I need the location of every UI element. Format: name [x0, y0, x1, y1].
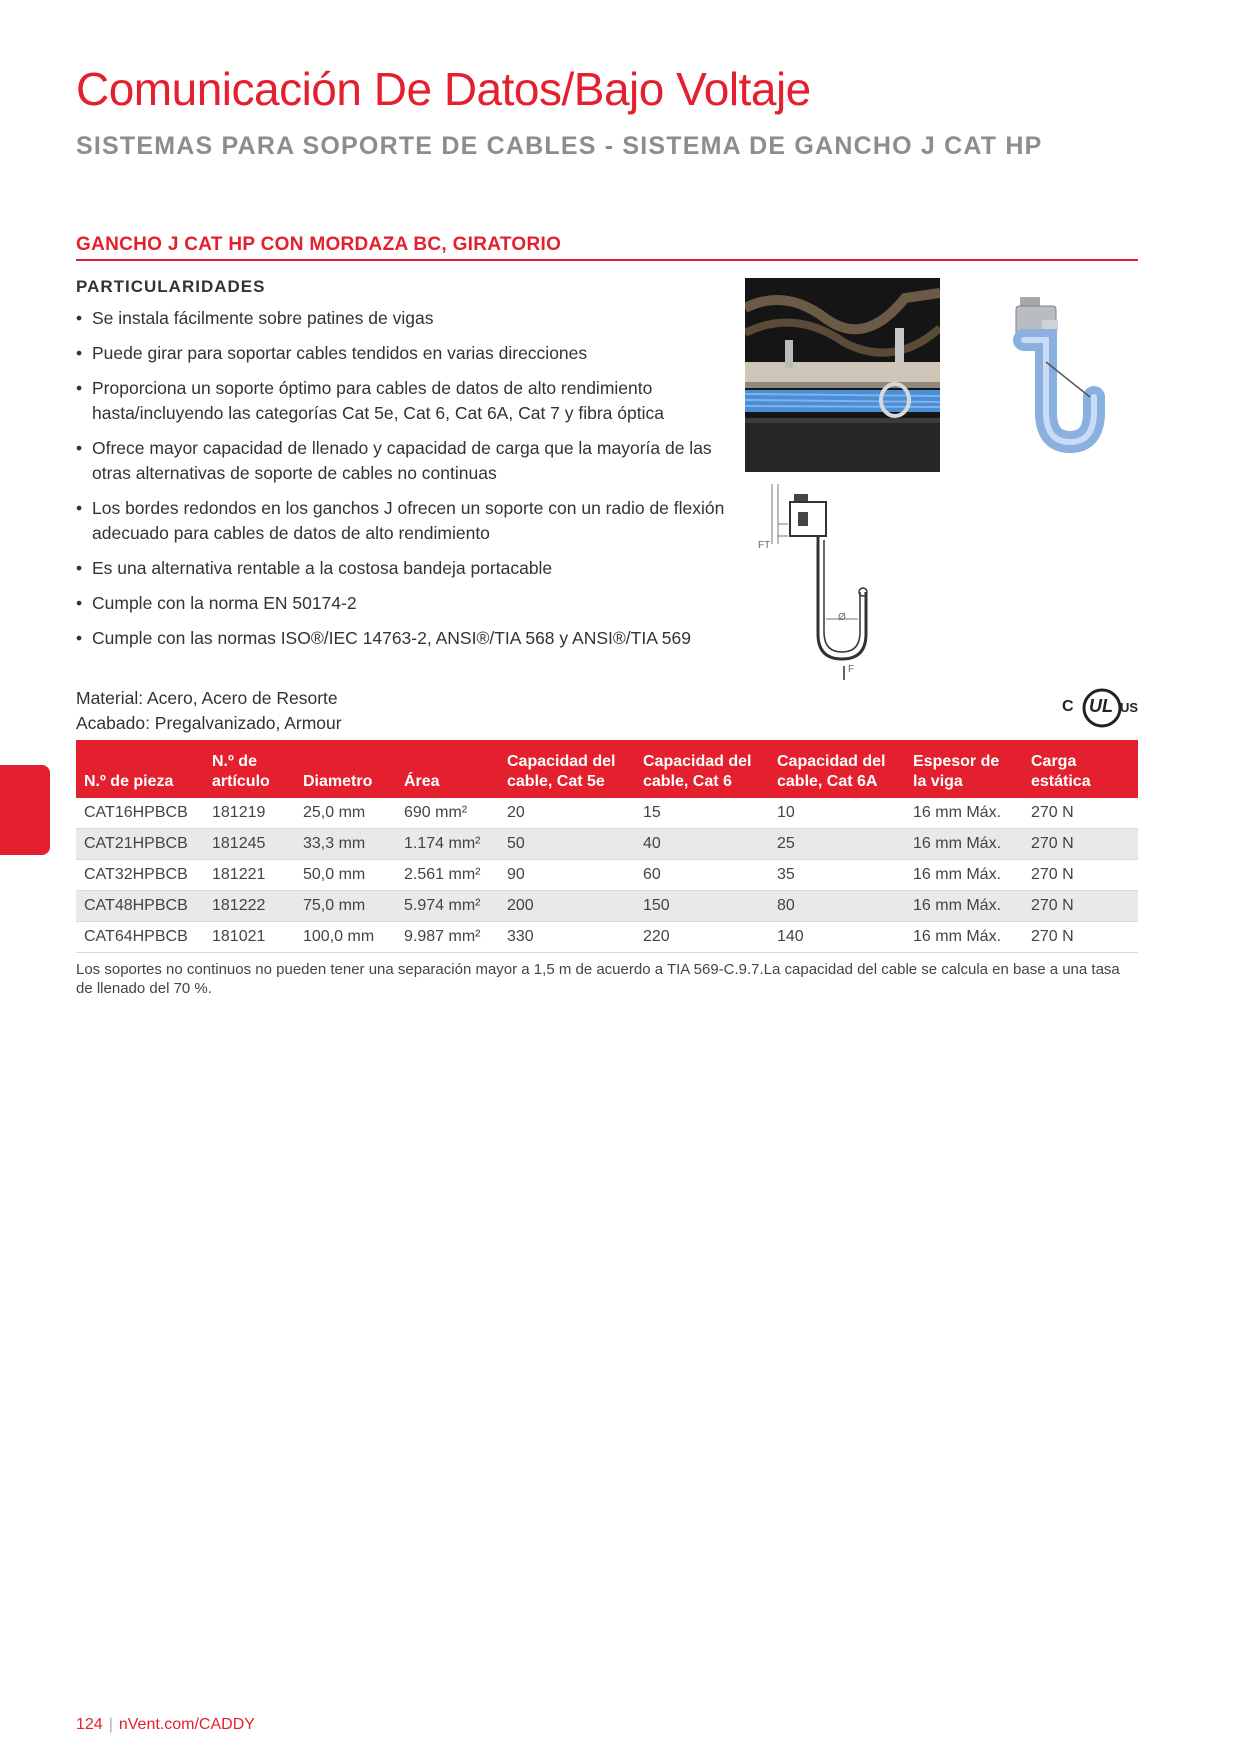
- footer-separator: |: [108, 1716, 113, 1733]
- table-cell: 16 mm Máx.: [905, 798, 1023, 829]
- table-row: [76, 798, 1138, 829]
- table-cell: 270 N: [1023, 922, 1138, 953]
- column-header: Carga estática: [1023, 740, 1138, 798]
- drawing-label-ft: FT: [758, 540, 771, 551]
- drawing-label-diameter: Ø: [838, 612, 846, 623]
- bullet-icon: •: [76, 438, 83, 458]
- table-cell: 181219: [204, 798, 295, 829]
- table-cell: 330: [499, 922, 635, 953]
- bullet-icon: •: [76, 628, 83, 648]
- bullet-icon: •: [76, 308, 83, 328]
- bullet-icon: •: [76, 378, 83, 398]
- table-cell: 200: [499, 891, 635, 922]
- table-cell: 15: [635, 798, 769, 829]
- page-title: Comunicación De Datos/Bajo Voltaje: [76, 63, 811, 115]
- specifications-table: [76, 740, 1138, 953]
- table-cell: 80: [769, 891, 905, 922]
- table-cell: 270 N: [1023, 798, 1138, 829]
- table-cell: 16 mm Máx.: [905, 860, 1023, 891]
- feature-item: • Ofrece mayor capacidad de llenado y capacidad de carga que la mayoría de las otras alternativas de soporte de cables no continuas: [76, 438, 712, 483]
- j-hook-product-illustration: [990, 292, 1110, 462]
- bullet-icon: •: [76, 558, 83, 578]
- footer-website-link[interactable]: nVent.com/CADDY: [118, 1716, 255, 1733]
- table-cell: 270 N: [1023, 891, 1138, 922]
- table-cell: 150: [635, 891, 769, 922]
- table-cell: 16 mm Máx.: [905, 922, 1023, 953]
- ul-mark-us: US: [1120, 700, 1139, 715]
- feature-item: • Proporciona un soporte óptimo para cables de datos de alto rendimiento hasta/incluyendo las categorías Cat 5e, Cat 6, Cat 6A, Cat 7 y fibra óptica: [76, 378, 664, 423]
- table-cell: 1.174 mm²: [396, 829, 499, 860]
- table-row: [76, 829, 1138, 860]
- table-cell: 140: [769, 922, 905, 953]
- table-cell: 25: [769, 829, 905, 860]
- table-cell: 100,0 mm: [295, 922, 396, 953]
- technical-drawing: [758, 484, 902, 680]
- table-cell: 33,3 mm: [295, 829, 396, 860]
- installation-photo: [745, 278, 940, 472]
- table-cell: 50: [499, 829, 635, 860]
- table-cell: 181021: [204, 922, 295, 953]
- finish-line: Acabado: Pregalvanizado, Armour: [76, 713, 342, 733]
- installation-photo-image: [745, 278, 940, 472]
- j-hook-product-image: [990, 292, 1110, 462]
- column-header: N.º de artículo: [204, 740, 295, 798]
- table-header-row: [76, 740, 1138, 798]
- table-cell: 16 mm Máx.: [905, 829, 1023, 860]
- table-cell: CAT48HPBCB: [76, 891, 204, 922]
- bullet-icon: •: [76, 498, 83, 518]
- table-cell: 25,0 mm: [295, 798, 396, 829]
- feature-item: • Se instala fácilmente sobre patines de vigas: [76, 306, 726, 331]
- feature-item: • Cumple con las normas ISO®/IEC 14763-2, ANSI®/TIA 568 y ANSI®/TIA 569: [76, 626, 726, 651]
- bullet-icon: •: [76, 343, 83, 363]
- table-cell: CAT21HPBCB: [76, 829, 204, 860]
- table-cell: 270 N: [1023, 860, 1138, 891]
- table-cell: CAT64HPBCB: [76, 922, 204, 953]
- material-info: [76, 686, 342, 736]
- table-cell: 9.987 mm²: [396, 922, 499, 953]
- table-row: [76, 860, 1138, 891]
- table-cell: CAT16HPBCB: [76, 798, 204, 829]
- column-header: Área: [396, 740, 499, 798]
- column-header: Diametro: [295, 740, 396, 798]
- table-cell: 16 mm Máx.: [905, 891, 1023, 922]
- material-line: Material: Acero, Acero de Resorte: [76, 688, 338, 708]
- table-cell: 690 mm²: [396, 798, 499, 829]
- column-header: Espesor de la viga: [905, 740, 1023, 798]
- table-cell: 5.974 mm²: [396, 891, 499, 922]
- table-cell: 181222: [204, 891, 295, 922]
- features-heading: PARTICULARIDADES: [76, 277, 266, 296]
- table-cell: 60: [635, 860, 769, 891]
- table-cell: 20: [499, 798, 635, 829]
- ul-certification-icon: [1062, 686, 1142, 730]
- table-cell: 75,0 mm: [295, 891, 396, 922]
- drawing-label-f: F: [848, 664, 855, 675]
- ul-mark-ul: UL: [1089, 696, 1113, 716]
- table-cell: 181221: [204, 860, 295, 891]
- table-cell: 2.561 mm²: [396, 860, 499, 891]
- column-header: Capacidad del cable, Cat 6: [635, 740, 769, 798]
- table-row: [76, 922, 1138, 953]
- table-cell: 35: [769, 860, 905, 891]
- table-cell: 40: [635, 829, 769, 860]
- page-subtitle: SISTEMAS PARA SOPORTE DE CABLES - SISTEMA DE GANCHO J CAT HP: [76, 132, 1043, 160]
- table-cell: 270 N: [1023, 829, 1138, 860]
- table-cell: 50,0 mm: [295, 860, 396, 891]
- table-footnote: Los soportes no continuos no pueden tener una separación mayor a 1,5 m de acuerdo a TIA 569-C.9.7.La capacidad del cable se calcula en base a una tasa de llenado del 70 %.: [76, 961, 1120, 997]
- technical-drawing-svg: [762, 484, 902, 680]
- page-number: 124: [76, 1716, 103, 1733]
- table-row: [76, 891, 1138, 922]
- bullet-icon: •: [76, 593, 83, 613]
- column-header: Capacidad del cable, Cat 6A: [769, 740, 905, 798]
- table-cell: CAT32HPBCB: [76, 860, 204, 891]
- section-title: GANCHO J CAT HP CON MORDAZA BC, GIRATORIO: [76, 234, 562, 255]
- table-cell: 10: [769, 798, 905, 829]
- page-footer: [76, 1716, 255, 1734]
- feature-item: • Cumple con la norma EN 50174-2: [76, 591, 726, 616]
- feature-item: • Los bordes redondos en los ganchos J ofrecen un soporte con un radio de flexión adecuado para cables de datos de alto rendimiento: [76, 498, 725, 543]
- column-header: Capacidad del cable, Cat 5e: [499, 740, 635, 798]
- features-list: [76, 306, 726, 661]
- table-cell: 90: [499, 860, 635, 891]
- section-divider: [76, 259, 1138, 261]
- feature-item: • Puede girar para soportar cables tendidos en varias direcciones: [76, 341, 726, 366]
- column-header: N.º de pieza: [76, 740, 204, 798]
- section-tab-marker: [0, 765, 50, 855]
- feature-item: • Es una alternativa rentable a la costosa bandeja portacable: [76, 556, 726, 581]
- table-cell: 220: [635, 922, 769, 953]
- table-cell: 181245: [204, 829, 295, 860]
- ul-mark-c: C: [1062, 698, 1074, 715]
